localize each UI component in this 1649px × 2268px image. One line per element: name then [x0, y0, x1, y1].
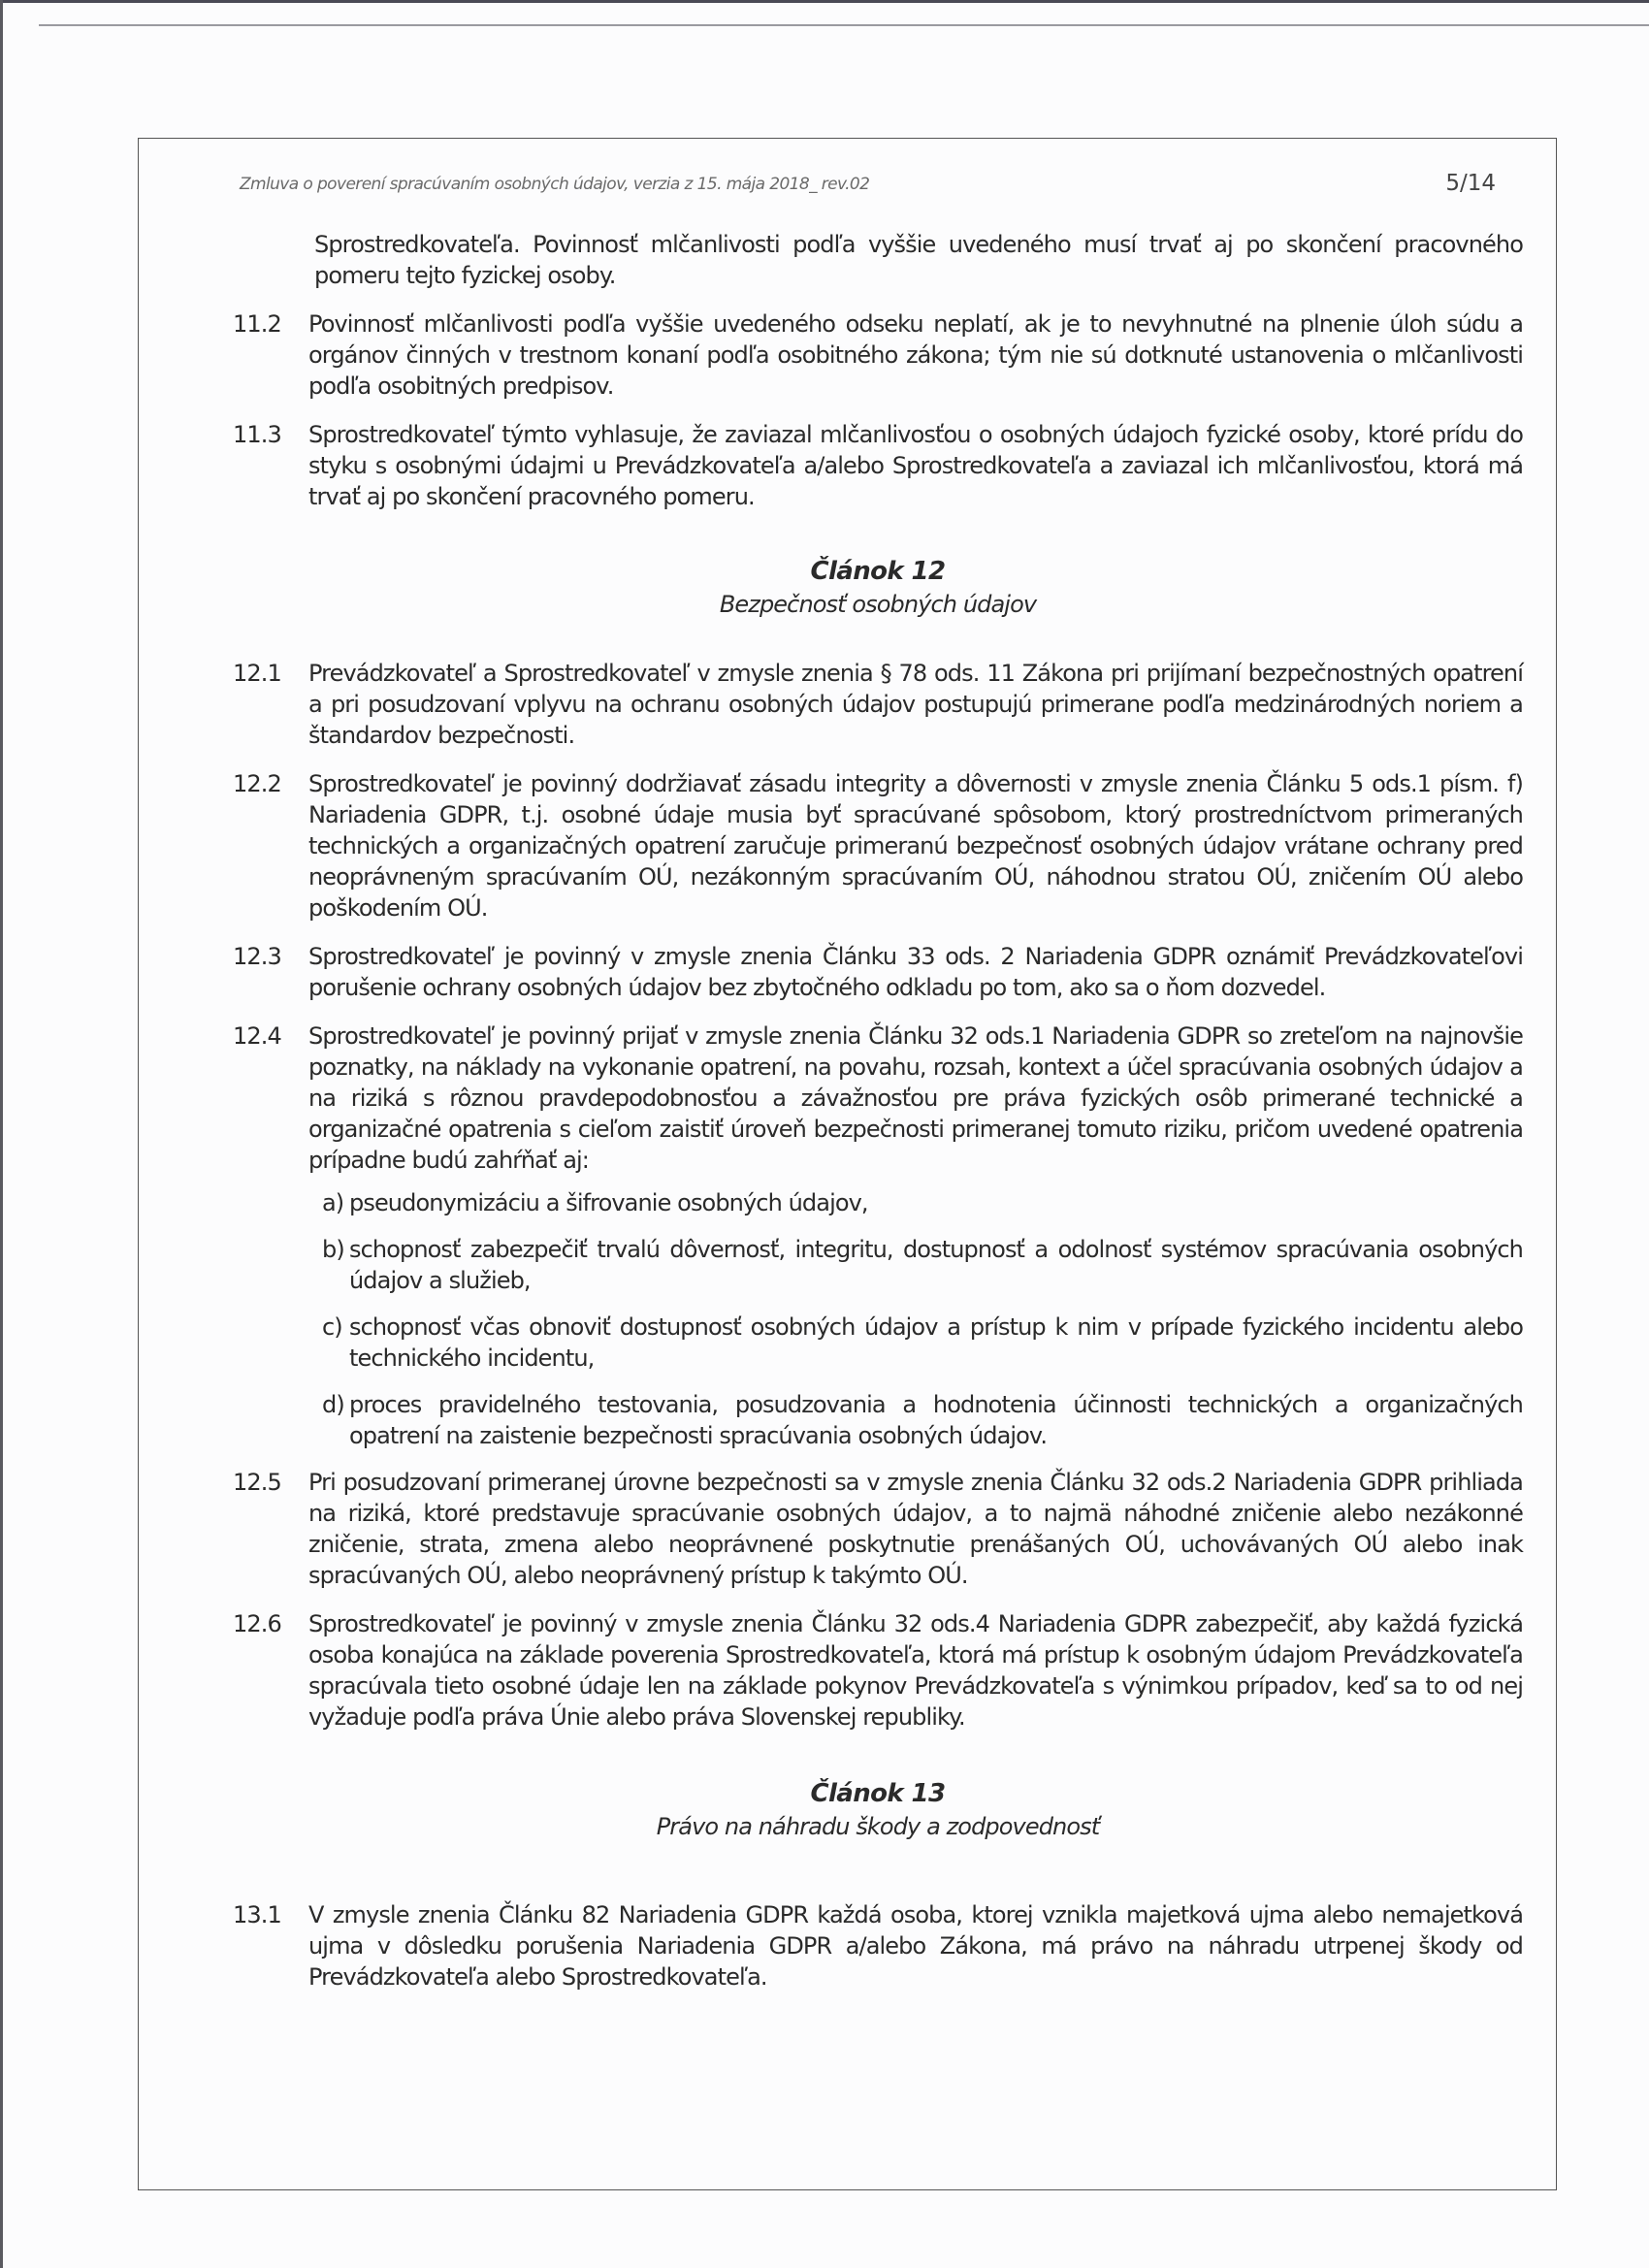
clause-12-2	[233, 768, 1523, 923]
subitem-c	[233, 1312, 1523, 1374]
clause-13-1	[233, 1899, 1523, 1993]
top-rule	[39, 24, 1649, 26]
clause-number: 12.3	[233, 943, 281, 970]
subitem-label: d)	[322, 1391, 344, 1418]
subitem-label: b)	[322, 1236, 344, 1263]
intro-continuation	[233, 229, 1523, 291]
subitem-text: schopnosť včas obnoviť dostupnosť osobných údajov a prístup k nim v prípade fyzického incidentu alebo technického incidentu,	[349, 1313, 1523, 1372]
scan-edge-top	[0, 0, 1649, 3]
clause-12-3	[233, 941, 1523, 1003]
clause-number: 13.1	[233, 1901, 281, 1928]
article-subtitle: Bezpečnosť osobných údajov	[719, 591, 1037, 618]
clause-text: Sprostredkovateľ týmto vyhlasuje, že zaviazal mlčanlivosťou o osobných údajoch fyzické osoby, ktoré prídu do styku s osobnými údajmi u Prevádzkovateľa a/alebo Sprostredkovateľa a zaviazal ich mlčanlivosťou, ktorá má trvať aj po skončení pracovného pomeru.	[308, 421, 1523, 510]
clause-text: Sprostredkovateľ je povinný v zmysle znenia Článku 32 ods.4 Nariadenia GDPR zabezpečiť, aby každá fyzická osoba konajúca na základe poverenia Sprostredkovateľa, ktorá má prístup k osobným údajom Prevádzkovateľa spracúvala tieto osobné údaje len na základe pokynov Prevádzkovateľa s výnimkou prípadov, keď sa to od nej vyžaduje podľa práva Únie alebo práva Slovenskej republiky.	[308, 1610, 1523, 1731]
clause-number: 12.5	[233, 1469, 281, 1496]
clause-text: Pri posudzovaní primeranej úrovne bezpečnosti sa v zmysle znenia Článku 32 ods.2 Nariadenia GDPR prihliada na riziká, ktoré predstavuje spracúvanie osobných údajov, a to najmä náhodné zničenie alebo nezákonné zničenie, strata, zmena alebo neoprávnené poskytnutie prenášaných OÚ, uchovávaných OÚ alebo inak spracúvaných OÚ, alebo neoprávnený prístup k takýmto OÚ.	[308, 1469, 1523, 1589]
article-title: Článok 12	[810, 557, 946, 586]
header-title: Zmluva o poverení spracúvaním osobných údajov, verzia z 15. mája 2018_ rev.02	[240, 175, 870, 194]
scan-edge-left	[0, 0, 3, 2268]
clause-text: Povinnosť mlčanlivosti podľa vyššie uvedeného odseku neplatí, ak je to nevyhnutné na plnenie úloh súdu a orgánov činných v trestnom konaní podľa osobitného zákona; tým nie sú dotknuté ustanovenia o mlčanlivosti podľa osobitných predpisov.	[308, 310, 1523, 400]
clause-11-3	[233, 419, 1523, 512]
clause-12-1	[233, 658, 1523, 751]
clause-text: Sprostredkovateľ je povinný dodržiavať zásadu integrity a dôvernosti v zmysle znenia Článku 5 ods.1 písm. f) Nariadenia GDPR, t.j. osobné údaje musia byť spracúvané spôsobom, ktorý prostredníctvom primeraných technických a organizačných opatrení zaručuje primeranú bezpečnosť osobných údajov vrátane ochrany pred neoprávneným spracúvaním OÚ, nezákonným spracúvaním OÚ, náhodnou stratou OÚ, zničením OÚ alebo poškodením OÚ.	[308, 770, 1523, 922]
article-12-heading	[233, 555, 1523, 621]
subitem-b	[233, 1234, 1523, 1296]
article-13-heading	[233, 1777, 1523, 1843]
subitem-text: pseudonymizáciu a šifrovanie osobných údajov,	[349, 1189, 868, 1216]
clause-text: Sprostredkovateľ je povinný prijať v zmysle znenia Článku 32 ods.1 Nariadenia GDPR so zreteľom na najnovšie poznatky, na náklady na vykonanie opatrení, na povahu, rozsah, kontext a účel spracúvania osobných údajov a na riziká s rôznou pravdepodobnosťou a závažnosťou pre práva fyzických osôb primerané technické a organizačné opatrenia s cieľom zaistiť úroveň bezpečnosti primeranej tomuto riziku, pričom uvedené opatrenia prípadne budú zahŕňať aj:	[308, 1022, 1523, 1174]
clause-12-6	[233, 1608, 1523, 1733]
article-subtitle: Právo na náhradu škody a zodpovednosť	[656, 1813, 1100, 1840]
subitem-text: schopnosť zabezpečiť trvalú dôvernosť, integritu, dostupnosť a odolnosť systémov spracúvania osobných údajov a služieb,	[349, 1236, 1523, 1294]
clause-number: 11.3	[233, 421, 281, 448]
clause-number: 12.4	[233, 1022, 281, 1050]
article-title: Článok 13	[810, 1779, 946, 1808]
clause-number: 12.1	[233, 660, 281, 687]
page-number: 5/14	[1445, 171, 1496, 196]
intro-text: Sprostredkovateľa. Povinnosť mlčanlivosti podľa vyššie uvedeného musí trvať aj po skončení pracovného pomeru tejto fyzickej osoby.	[314, 231, 1523, 289]
clause-number: 12.2	[233, 770, 281, 797]
subitem-label: a)	[322, 1189, 344, 1216]
subitem-label: c)	[322, 1313, 342, 1341]
clause-text: Sprostredkovateľ je povinný v zmysle znenia Článku 33 ods. 2 Nariadenia GDPR oznámiť Prevádzkovateľovi porušenie ochrany osobných údajov bez zbytočného odkladu po tom, ako sa o ňom dozvedel.	[308, 943, 1523, 1001]
subitem-text: proces pravidelného testovania, posudzovania a hodnotenia účinnosti technických a organizačných opatrení na zaistenie bezpečnosti spracúvania osobných údajov.	[349, 1391, 1523, 1449]
page-header	[240, 171, 1496, 204]
clause-number: 11.2	[233, 310, 281, 338]
document-body	[233, 229, 1523, 2010]
clause-number: 12.6	[233, 1610, 281, 1637]
clause-text: Prevádzkovateľ a Sprostredkovateľ v zmysle znenia § 78 ods. 11 Zákona pri prijímaní bezpečnostných opatrení a pri posudzovaní vplyvu na ochranu osobných údajov postupujú primerane podľa medzinárodných noriem a štandardov bezpečnosti.	[308, 660, 1523, 749]
subitem-d	[233, 1389, 1523, 1451]
clause-11-2	[233, 308, 1523, 402]
clause-12-5	[233, 1467, 1523, 1591]
clause-12-4	[233, 1021, 1523, 1176]
subitem-a	[233, 1187, 1523, 1218]
clause-text: V zmysle znenia Článku 82 Nariadenia GDPR každá osoba, ktorej vznikla majetková ujma alebo nemajetková ujma v dôsledku porušenia Nariadenia GDPR a/alebo Zákona, má právo na náhradu utrpenej škody od Prevádzkovateľa alebo Sprostredkovateľa.	[308, 1901, 1523, 1991]
